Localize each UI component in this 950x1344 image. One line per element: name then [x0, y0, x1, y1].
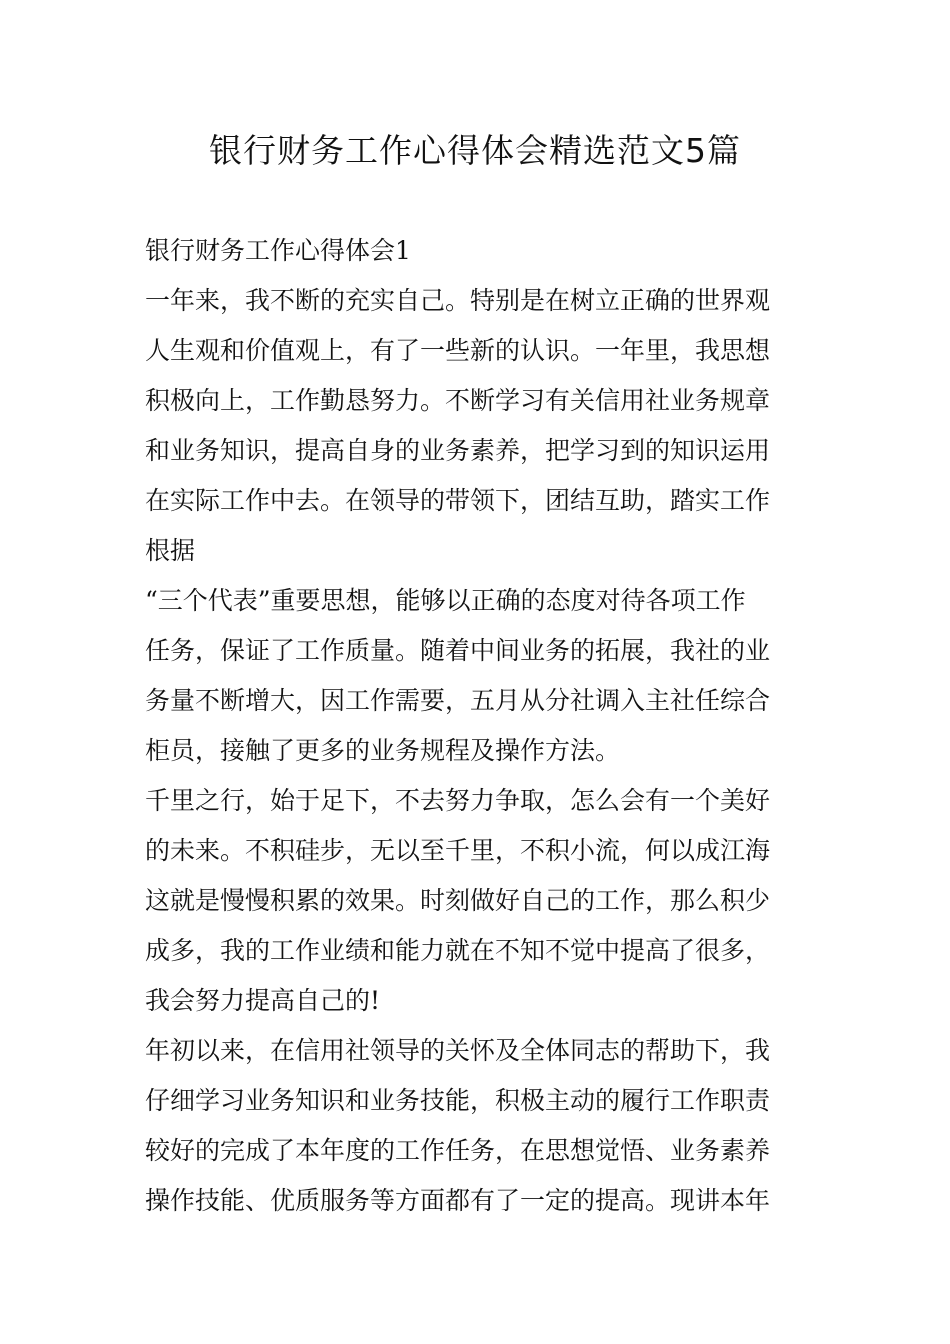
text-line: 的未来。不积硅步，无以至千里，不积小流，何以成江海 — [145, 836, 771, 865]
text-line: “三个代表”重要思想，能够以正确的态度对待各项工作 — [145, 586, 746, 615]
text-line: 积极向上，工作勤恳努力。不断学习有关信用社业务规章 — [145, 386, 771, 415]
text-line: 在实际工作中去。在领导的带领下，团结互助，踏实工作 — [145, 486, 771, 515]
text-line: 务量不断增大，因工作需要，五月从分社调入主社任综合 — [145, 686, 771, 715]
text-line: 柜员，接触了更多的业务规程及操作方法。 — [145, 736, 621, 765]
text-line: 根据 — [145, 536, 196, 565]
text-line: 我会努力提高自己的! — [145, 986, 381, 1015]
document-title: 银行财务工作心得体会精选范文5篇 — [209, 131, 741, 170]
text-line: 千里之行，始于足下，不去努力争取，怎么会有一个美好 — [145, 786, 771, 815]
text-line: 一年来，我不断的充实自己。特别是在树立正确的世界观 — [145, 286, 771, 315]
text-line: 和业务知识，提高自身的业务素养，把学习到的知识运用 — [145, 436, 771, 465]
text-line: 仔细学习业务知识和业务技能，积极主动的履行工作职责 — [145, 1086, 771, 1115]
text-line: 这就是慢慢积累的效果。时刻做好自己的工作，那么积少 — [145, 886, 771, 915]
text-line: 银行财务工作心得体会1 — [145, 236, 411, 265]
text-line: 年初以来，在信用社领导的关怀及全体同志的帮助下，我 — [145, 1036, 771, 1065]
text-line: 人生观和价值观上，有了一些新的认识。一年里，我思想 — [145, 336, 771, 365]
text-line: 任务，保证了工作质量。随着中间业务的拓展，我社的业 — [145, 636, 771, 665]
text-line: 成多，我的工作业绩和能力就在不知不觉中提高了很多， — [145, 936, 771, 965]
text-line: 较好的完成了本年度的工作任务，在思想觉悟、业务素养 — [145, 1136, 771, 1165]
document-body — [145, 226, 810, 1226]
text-line: 操作技能、优质服务等方面都有了一定的提高。现讲本年 — [145, 1186, 771, 1215]
